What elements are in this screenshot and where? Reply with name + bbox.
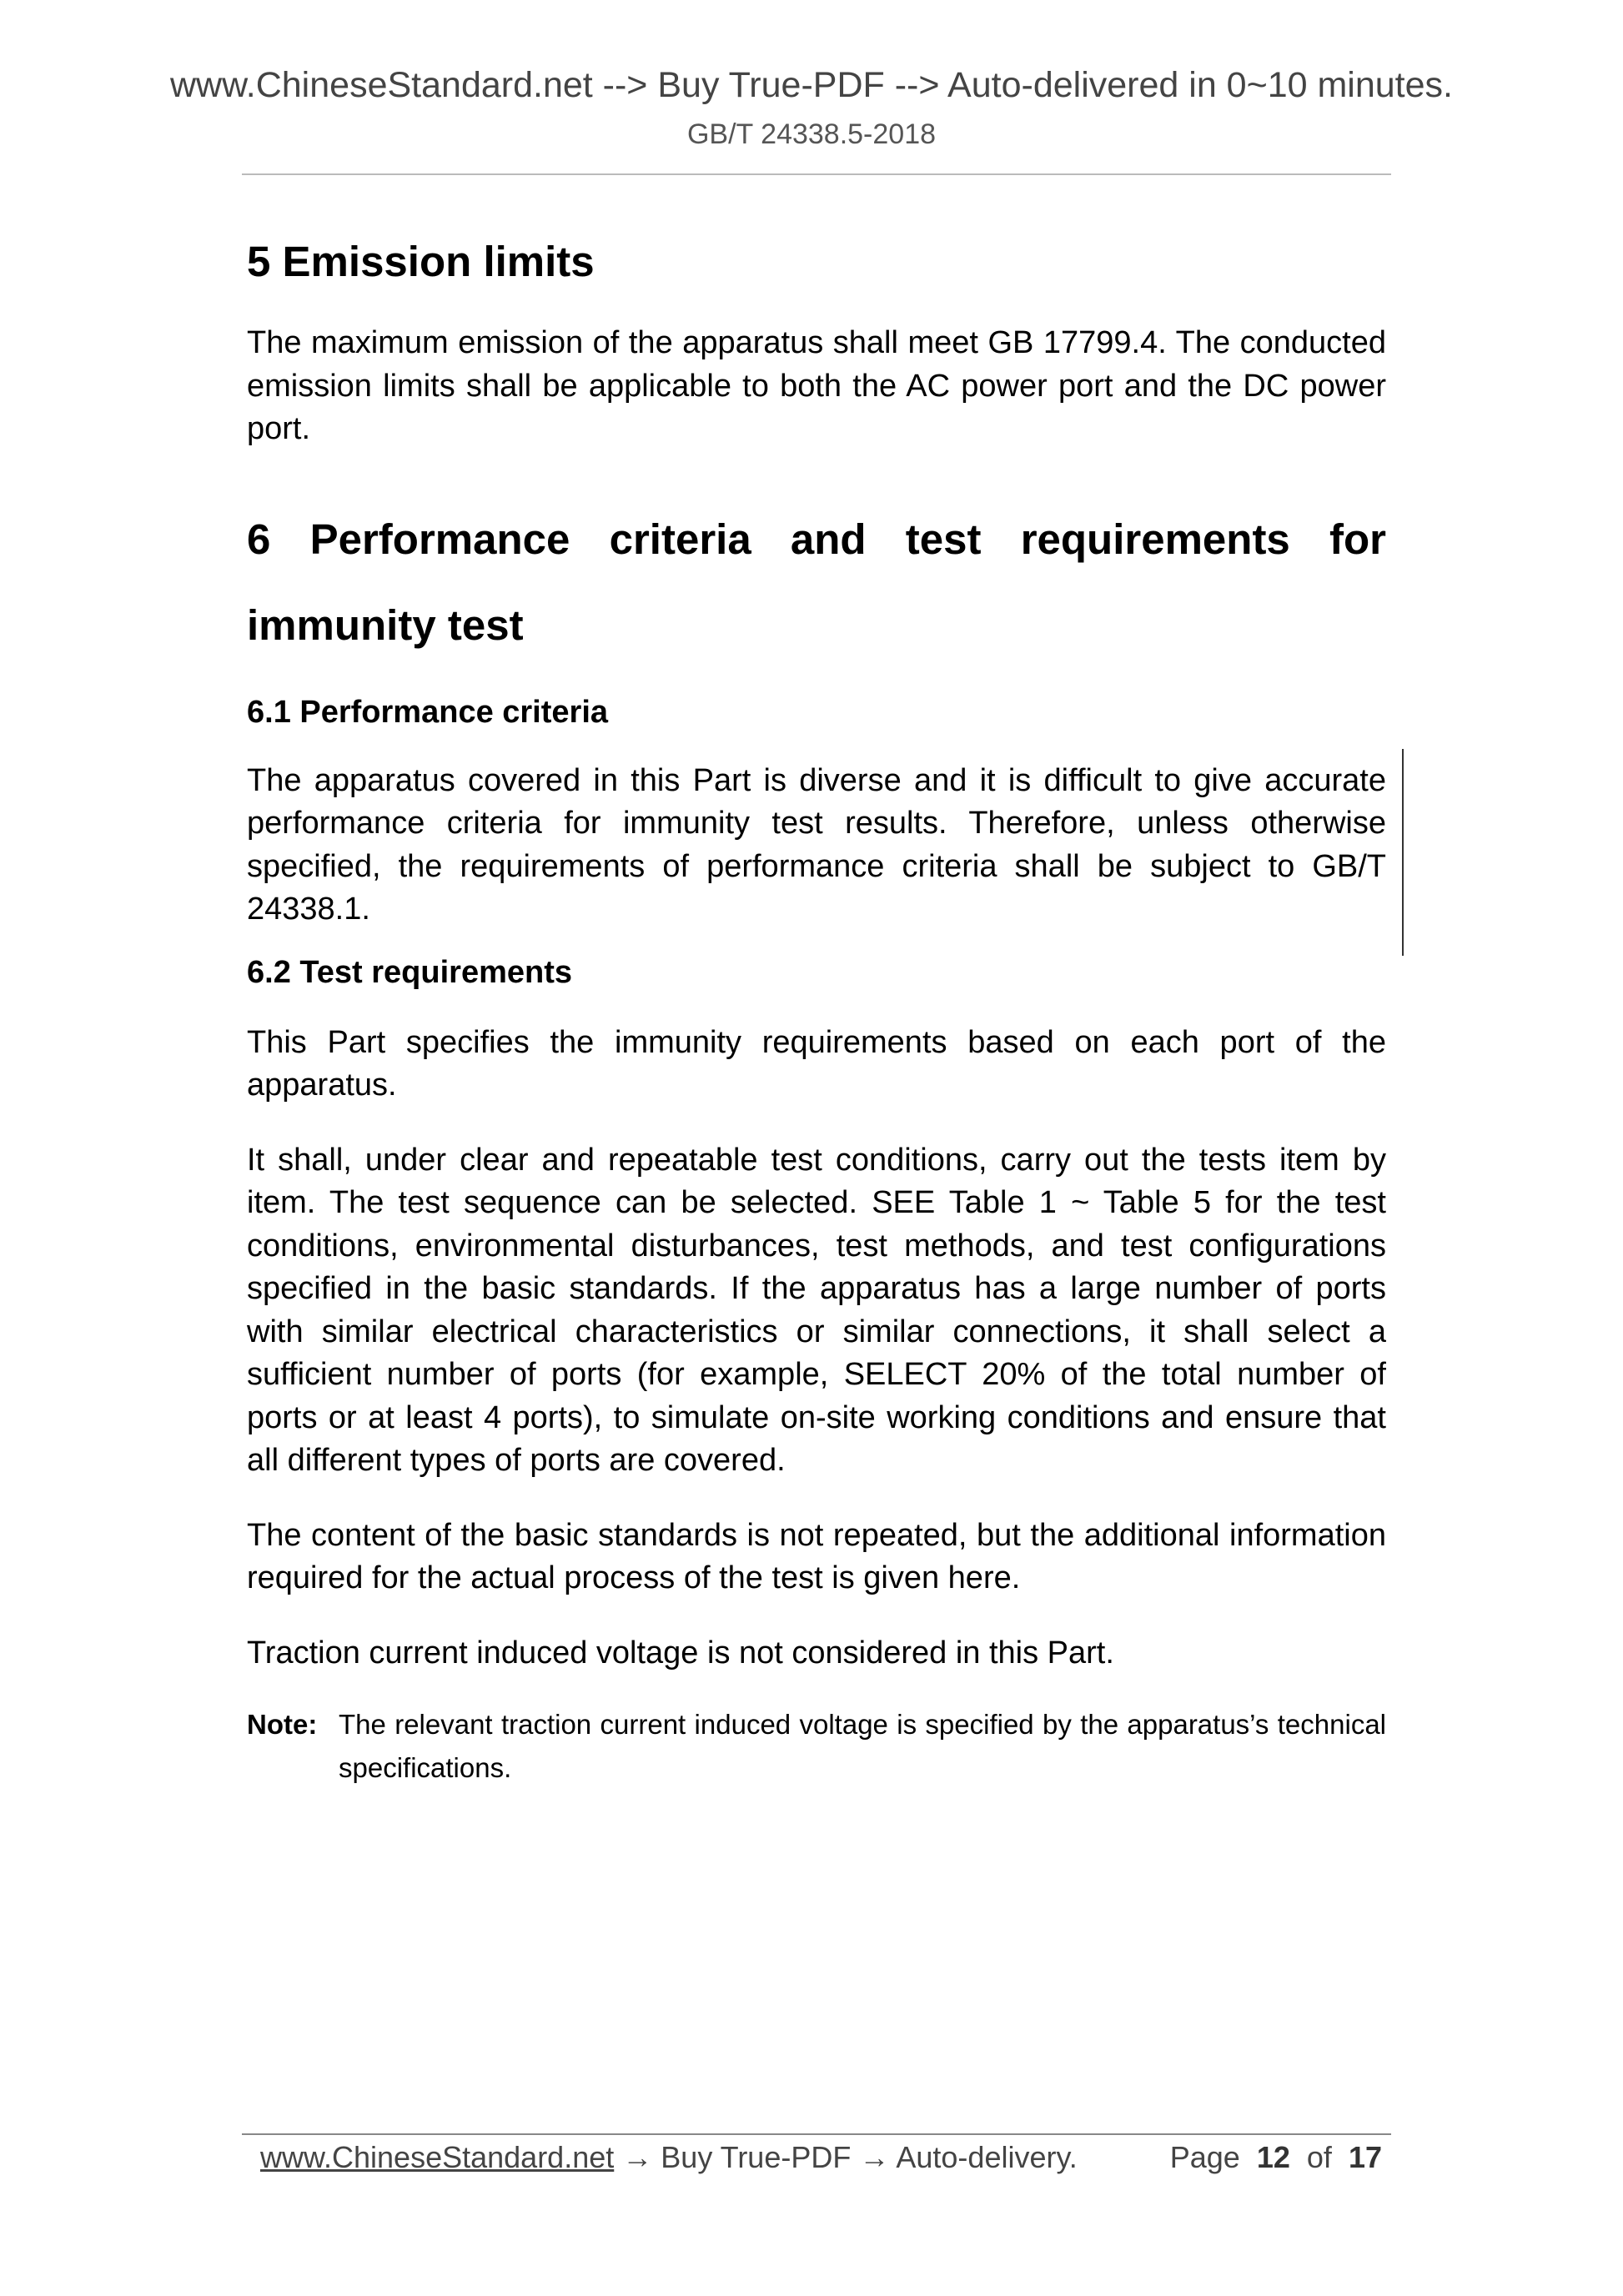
footer-site-link[interactable]: www.ChineseStandard.net — [260, 2140, 615, 2174]
section-5-title: 5 Emission limits — [247, 238, 595, 285]
of-label: of — [1306, 2140, 1332, 2174]
subsection-6-2-paragraph: It shall, under clear and repeatable test conditions, carry out the tests item by item. The test sequence can be selected. SEE Table 1 ~ Table 5 for the test conditions, environmental disturbances, test methods, and test configurations specified in the basic standards. If the apparatus has a large number of ports with similar electrical characteristics or similar connections, it shall select a sufficient number of ports (for example, SELECT 20% of the total number of ports or at least 4 ports), to simulate on-site working conditions and ensure that all different types of ports are covered. — [247, 1142, 1386, 1478]
section-6-title — [247, 496, 1386, 668]
footer — [260, 2137, 1382, 2178]
subsection-6-1-paragraph: The apparatus covered in this Part is diverse and it is difficult to give accurate performance criteria for immunity test results. Therefore, unless otherwise specified, the requirements of performance criteria shall be subject to GB/T 24338.1. — [247, 762, 1386, 927]
footer-left — [260, 2137, 1078, 2178]
subsection-6-2-paragraph: This Part specifies the immunity requirements based on each port of the apparatus. — [247, 1024, 1386, 1103]
footer-buy-text: Buy True-PDF — [661, 2140, 852, 2174]
header-divider — [242, 173, 1391, 175]
subsection-6-1-title: 6.1 Performance criteria — [247, 694, 609, 730]
page-label: Page — [1169, 2140, 1240, 2174]
section-6-title-line2: immunity test — [247, 600, 524, 649]
page-total: 17 — [1348, 2140, 1382, 2174]
arrow-right-icon: → — [622, 2140, 653, 2174]
page-content — [247, 235, 1386, 1790]
footer-divider — [242, 2133, 1391, 2135]
subsection-6-2-paragraph: The content of the basic standards is not repeated, but the additional information required for the actual process of the test is given here. — [247, 1517, 1386, 1595]
page-counter — [1170, 2137, 1382, 2178]
section-6-title-line1: 6 Performance criteria and test requirements for — [247, 515, 1386, 563]
subsection-6-2-paragraph: Traction current induced voltage is not considered in this Part. — [247, 1635, 1114, 1671]
header-standard-code: GB/T 24338.5-2018 — [686, 118, 937, 150]
note — [247, 1703, 1386, 1790]
note-label: Note: — [247, 1709, 318, 1740]
subsection-6-2-title: 6.2 Test requirements — [247, 954, 573, 990]
page-number: 12 — [1256, 2140, 1290, 2174]
arrow-right-icon: → — [859, 2140, 890, 2174]
footer-delivery-text: Auto-delivery. — [896, 2140, 1078, 2174]
note-text: The relevant traction current induced voltage is specified by the apparatus’s technical specifications. — [339, 1709, 1386, 1783]
header-banner: www.ChineseStandard.net --> Buy True-PDF --> Auto-delivered in 0~10 minutes. — [169, 65, 1453, 105]
revision-change-bar — [1402, 749, 1404, 956]
section-5-paragraph: The maximum emission of the apparatus shall meet GB 17799.4. The conducted emission limits shall be applicable to both the AC power port and the DC power port. — [247, 325, 1386, 446]
